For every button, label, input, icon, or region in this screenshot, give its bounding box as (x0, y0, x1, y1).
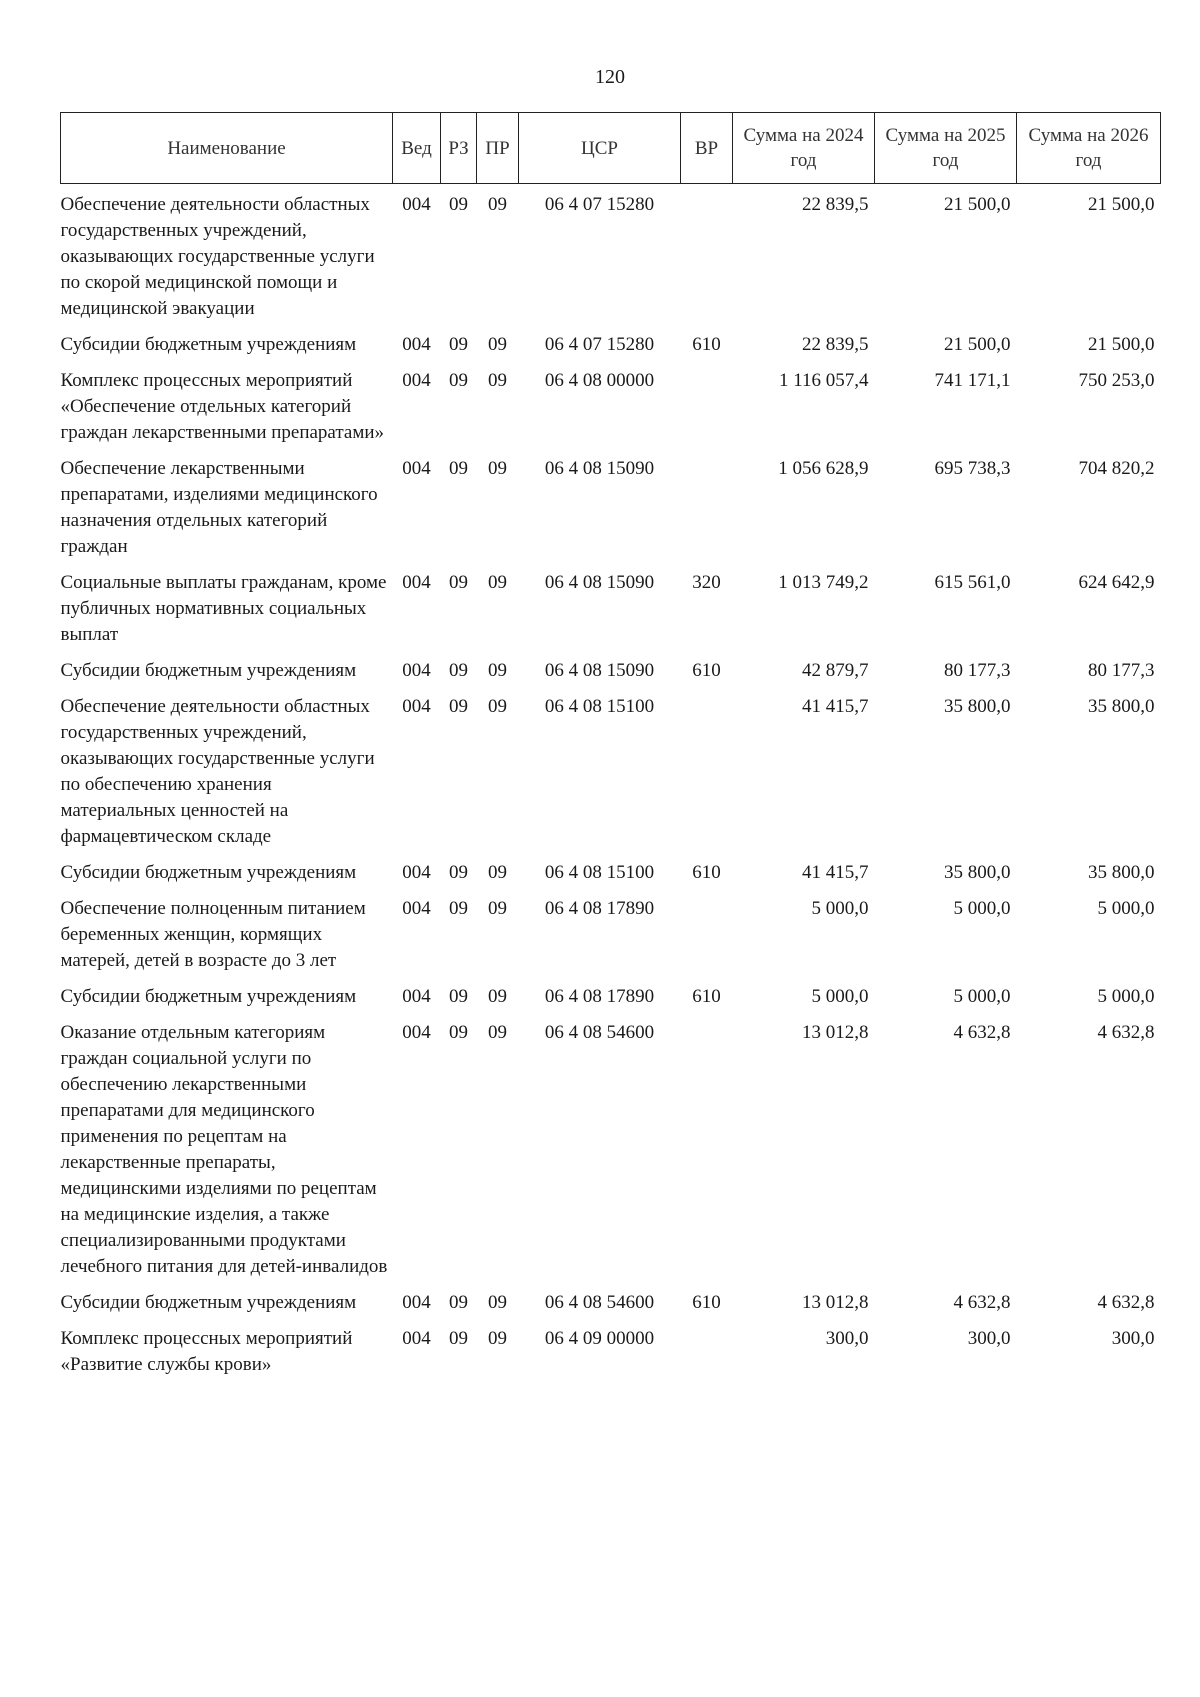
row-sum-2025: 35 800,0 (944, 862, 1011, 883)
row-vr (681, 686, 733, 852)
table-row (61, 324, 1161, 360)
row-pr: 09 (488, 370, 507, 391)
row-sum-2024: 5 000,0 (811, 986, 869, 1007)
row-sum-2026: 35 800,0 (1088, 696, 1155, 717)
header-sum-2025: Сумма на 2025 год (875, 113, 1017, 184)
row-csr: 06 4 08 54600 (544, 1022, 655, 1043)
row-ved: 004 (402, 660, 431, 681)
table-row (61, 360, 1161, 448)
row-sum-2026: 4 632,8 (1097, 1292, 1155, 1313)
row-vr: 610 (692, 334, 721, 355)
row-name: Обеспечение полноценным питанием беременных женщин, кормящих матерей, детей в возрасте до 3 лет (60, 898, 366, 971)
row-sum-2025: 615 561,0 (934, 572, 1011, 593)
row-name: Обеспечение деятельности областных государственных учреждений, оказывающих государственные услуги по обеспечению хранения материальных ценностей на фармацевтическом складе (60, 696, 375, 847)
row-sum-2026: 35 800,0 (1088, 862, 1155, 883)
row-sum-2025: 695 738,3 (934, 458, 1011, 479)
row-rz: 09 (449, 194, 468, 215)
row-rz: 09 (449, 334, 468, 355)
row-sum-2025: 21 500,0 (944, 194, 1011, 215)
row-name: Субсидии бюджетным учреждениям (60, 660, 357, 681)
header-sum-2026: Сумма на 2026 год (1017, 113, 1161, 184)
row-csr: 06 4 08 15090 (544, 660, 655, 681)
row-sum-2025: 80 177,3 (944, 660, 1011, 681)
row-pr: 09 (488, 660, 507, 681)
table-row (61, 976, 1161, 1012)
row-pr: 09 (488, 1022, 507, 1043)
header-sum-2024: Сумма на 2024 год (733, 113, 875, 184)
row-sum-2025: 741 171,1 (934, 370, 1011, 391)
row-ved: 004 (402, 370, 431, 391)
row-rz: 09 (449, 572, 468, 593)
row-sum-2026: 80 177,3 (1088, 660, 1155, 681)
row-sum-2024: 22 839,5 (802, 194, 869, 215)
row-csr: 06 4 09 00000 (544, 1328, 655, 1349)
row-sum-2024: 41 415,7 (802, 696, 869, 717)
row-sum-2026: 624 642,9 (1078, 572, 1155, 593)
row-vr (681, 448, 733, 562)
row-name: Субсидии бюджетным учреждениям (60, 986, 357, 1007)
row-sum-2024: 5 000,0 (811, 898, 869, 919)
row-name: Оказание отдельным категориям граждан социальной услуги по обеспечению лекарственными препаратами для медицинского применения по рецептам на лекарственные препараты, медицинскими изделиями по рецептам на медицинские изделия, а также специализированными продуктами лечебного питания для детей-инвалидов (60, 1022, 388, 1277)
row-vr (681, 360, 733, 448)
row-rz: 09 (449, 862, 468, 883)
row-ved: 004 (402, 458, 431, 479)
table-row (61, 448, 1161, 562)
table-row (61, 686, 1161, 852)
table-row (61, 852, 1161, 888)
row-csr: 06 4 07 15280 (544, 334, 655, 355)
row-vr (681, 1012, 733, 1282)
page-number: 120 (595, 66, 625, 88)
row-sum-2025: 21 500,0 (944, 334, 1011, 355)
row-sum-2026: 21 500,0 (1088, 194, 1155, 215)
header-csr: ЦСР (519, 113, 681, 184)
row-sum-2026: 4 632,8 (1097, 1022, 1155, 1043)
row-ved: 004 (402, 696, 431, 717)
row-ved: 004 (402, 862, 431, 883)
table-row (61, 184, 1161, 325)
row-pr: 09 (488, 572, 507, 593)
row-pr: 09 (488, 194, 507, 215)
row-rz: 09 (449, 1292, 468, 1313)
row-pr: 09 (488, 334, 507, 355)
row-sum-2024: 1 056 628,9 (778, 458, 869, 479)
row-csr: 06 4 08 54600 (544, 1292, 655, 1313)
row-vr: 610 (692, 1292, 721, 1313)
row-vr (681, 888, 733, 976)
table-row (61, 1012, 1161, 1282)
row-pr: 09 (488, 986, 507, 1007)
table-row (61, 562, 1161, 650)
table-row (61, 650, 1161, 686)
table-row (61, 1318, 1161, 1380)
table-row (61, 1282, 1161, 1318)
row-vr: 320 (692, 572, 721, 593)
row-sum-2026: 300,0 (1111, 1328, 1155, 1349)
table-row (61, 888, 1161, 976)
row-pr: 09 (488, 696, 507, 717)
header-ved: Вед (393, 113, 441, 184)
row-rz: 09 (449, 370, 468, 391)
row-ved: 004 (402, 334, 431, 355)
row-sum-2024: 1 013 749,2 (778, 572, 869, 593)
row-name: Комплекс процессных мероприятий «Обеспечение отдельных категорий граждан лекарственными препаратами» (60, 370, 385, 443)
row-vr (681, 1318, 733, 1380)
row-rz: 09 (449, 986, 468, 1007)
row-name: Обеспечение деятельности областных государственных учреждений, оказывающих государственные услуги по скорой медицинской помощи и медицинской эвакуации (60, 194, 375, 319)
row-name: Субсидии бюджетным учреждениям (60, 1292, 357, 1313)
row-name: Социальные выплаты гражданам, кроме публичных нормативных социальных выплат (60, 572, 387, 645)
row-name: Субсидии бюджетным учреждениям (60, 334, 357, 355)
row-sum-2024: 42 879,7 (802, 660, 869, 681)
row-rz: 09 (449, 696, 468, 717)
row-vr: 610 (692, 986, 721, 1007)
row-sum-2026: 21 500,0 (1088, 334, 1155, 355)
row-pr: 09 (488, 862, 507, 883)
row-sum-2026: 5 000,0 (1097, 898, 1155, 919)
row-ved: 004 (402, 194, 431, 215)
row-sum-2026: 5 000,0 (1097, 986, 1155, 1007)
row-csr: 06 4 08 15100 (544, 862, 655, 883)
row-name: Комплекс процессных мероприятий «Развитие службы крови» (60, 1328, 353, 1375)
row-name: Обеспечение лекарственными препаратами, изделиями медицинского назначения отдельных категорий граждан (60, 458, 378, 557)
table-body (61, 184, 1161, 1381)
row-pr: 09 (488, 898, 507, 919)
row-rz: 09 (449, 458, 468, 479)
header-rz: РЗ (441, 113, 477, 184)
row-name: Субсидии бюджетным учреждениям (60, 862, 357, 883)
row-ved: 004 (402, 1022, 431, 1043)
row-rz: 09 (449, 1022, 468, 1043)
row-sum-2024: 1 116 057,4 (778, 370, 869, 391)
row-sum-2024: 22 839,5 (802, 334, 869, 355)
row-rz: 09 (449, 1328, 468, 1349)
row-pr: 09 (488, 1292, 507, 1313)
row-sum-2024: 41 415,7 (802, 862, 869, 883)
header-vr: ВР (681, 113, 733, 184)
row-csr: 06 4 08 00000 (544, 370, 655, 391)
row-pr: 09 (488, 458, 507, 479)
row-sum-2025: 300,0 (967, 1328, 1011, 1349)
row-vr: 610 (692, 862, 721, 883)
row-rz: 09 (449, 660, 468, 681)
row-ved: 004 (402, 1328, 431, 1349)
row-sum-2024: 300,0 (825, 1328, 869, 1349)
row-csr: 06 4 08 15090 (544, 458, 655, 479)
row-ved: 004 (402, 898, 431, 919)
row-sum-2025: 4 632,8 (953, 1022, 1011, 1043)
row-ved: 004 (402, 986, 431, 1007)
row-vr (681, 184, 733, 325)
row-sum-2026: 750 253,0 (1078, 370, 1155, 391)
row-csr: 06 4 08 17890 (544, 898, 655, 919)
row-ved: 004 (402, 1292, 431, 1313)
row-sum-2025: 5 000,0 (953, 986, 1011, 1007)
header-pr: ПР (477, 113, 519, 184)
row-sum-2025: 35 800,0 (944, 696, 1011, 717)
row-sum-2025: 5 000,0 (953, 898, 1011, 919)
budget-table (60, 112, 1161, 1380)
row-rz: 09 (449, 898, 468, 919)
row-pr: 09 (488, 1328, 507, 1349)
row-sum-2024: 13 012,8 (802, 1022, 869, 1043)
row-csr: 06 4 08 17890 (544, 986, 655, 1007)
table-header (61, 113, 1161, 184)
row-csr: 06 4 08 15090 (544, 572, 655, 593)
row-csr: 06 4 08 15100 (544, 696, 655, 717)
row-sum-2026: 704 820,2 (1078, 458, 1155, 479)
row-csr: 06 4 07 15280 (544, 194, 655, 215)
row-sum-2025: 4 632,8 (953, 1292, 1011, 1313)
row-vr: 610 (692, 660, 721, 681)
header-name: Наименование (61, 113, 393, 184)
row-sum-2024: 13 012,8 (802, 1292, 869, 1313)
row-ved: 004 (402, 572, 431, 593)
